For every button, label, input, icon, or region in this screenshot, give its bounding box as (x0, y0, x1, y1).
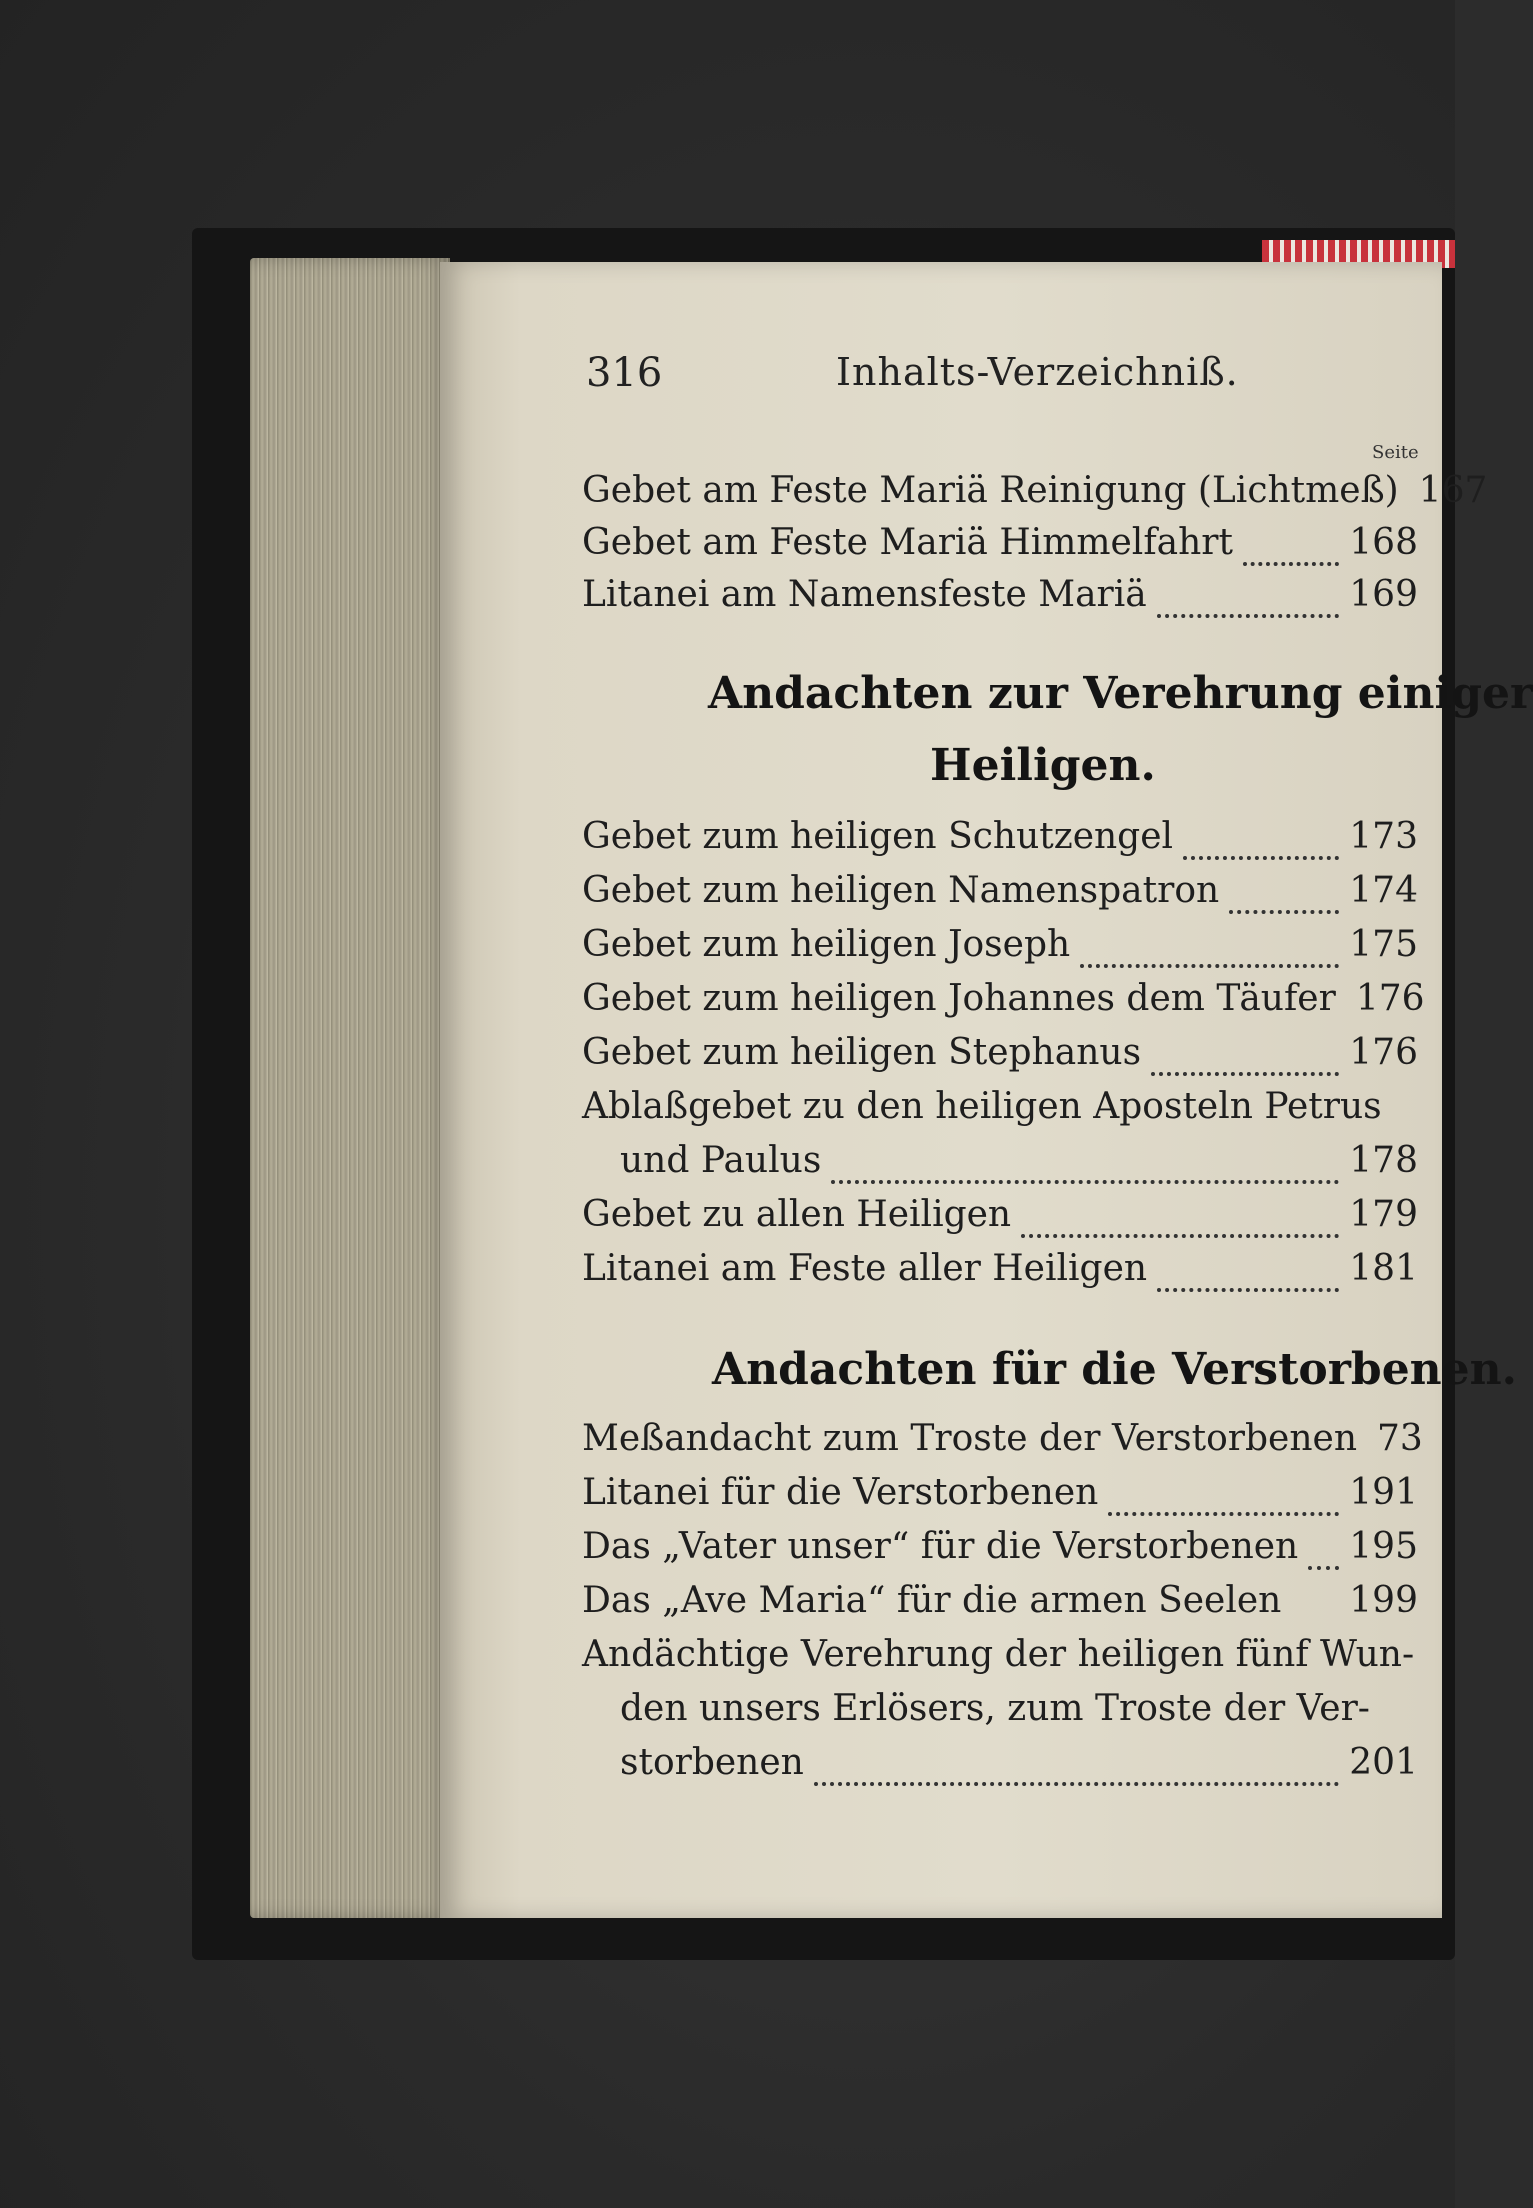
toc-entry-page: 195 (1349, 1526, 1418, 1567)
toc-entry-title: Gebet zum heiligen Schutzengel (582, 816, 1174, 857)
toc-entry-page: 174 (1349, 870, 1418, 911)
dot-leader (1157, 1268, 1339, 1292)
toc-entry-page: 199 (1349, 1580, 1418, 1621)
toc-entry-title: Gebet zum heiligen Stephanus (582, 1032, 1142, 1073)
toc-entry (582, 1248, 1418, 1300)
toc-entry-page: 168 (1349, 522, 1418, 563)
toc-entry-page: 73 (1377, 1418, 1423, 1459)
toc-entry (582, 1526, 1418, 1578)
toc-entry (582, 978, 1425, 1030)
toc-entry (582, 522, 1418, 574)
toc-entry (582, 1472, 1418, 1524)
toc-entry-title-line: Andächtige Verehrung der heiligen fünf Wun- (582, 1634, 1415, 1675)
toc-entry-title: Gebet zu allen Heiligen (582, 1194, 1012, 1235)
toc-entry-page: 191 (1349, 1472, 1418, 1513)
dot-leader (1308, 1546, 1339, 1570)
toc-entry-page: 176 (1355, 978, 1425, 1019)
toc-entry-title: Litanei am Namensfeste Mariä (582, 574, 1147, 615)
dot-leader (1080, 944, 1339, 968)
toc-entry-page: 175 (1349, 924, 1418, 965)
toc-entry (582, 1032, 1418, 1084)
toc-entry-title: Gebet am Feste Mariä Himmelfahrt (582, 522, 1233, 563)
dot-leader (831, 1160, 1339, 1184)
page-column-label: Seite (1372, 442, 1419, 463)
dot-leader (1021, 1214, 1339, 1238)
toc-entry-title: Meßandacht zum Troste der Verstorbenen (582, 1418, 1358, 1459)
toc-entry-page: 167 (1418, 470, 1488, 511)
section-heading: Andachten für die Verstorbenen. (712, 1344, 1517, 1395)
toc-entry (582, 924, 1418, 976)
toc-entry-title: Das „Ave Maria“ für die armen Seelen (582, 1580, 1282, 1621)
section-heading-continued: Heiligen. (930, 740, 1156, 791)
toc-entry-page: 179 (1349, 1194, 1418, 1235)
toc-entry-title: storbenen (620, 1742, 804, 1783)
toc-entry-title-line: den unsers Erlösers, zum Troste der Ver- (620, 1688, 1370, 1729)
toc-entry-title: Gebet zum heiligen Johannes dem Täufer (582, 978, 1336, 1019)
page-number: 316 (586, 350, 663, 396)
toc-entry-title-line: Ablaßgebet zu den heiligen Aposteln Petrus (582, 1086, 1382, 1127)
toc-entry-title: und Paulus (620, 1140, 822, 1181)
dot-leader (1151, 1052, 1339, 1076)
dot-leader (814, 1762, 1339, 1786)
toc-entry-title: Gebet am Feste Mariä Reinigung (Lichtmeß) (582, 470, 1399, 511)
toc-entry (620, 1742, 1418, 1794)
dot-leader (1157, 594, 1340, 618)
dot-leader (1108, 1492, 1339, 1516)
toc-entry (582, 816, 1418, 868)
toc-entry-page: 201 (1349, 1742, 1418, 1783)
dot-leader (1291, 1600, 1339, 1624)
toc-entry (582, 1418, 1423, 1470)
toc-entry-page: 173 (1349, 816, 1418, 857)
toc-entry-page: 181 (1349, 1248, 1418, 1289)
section-heading: Andachten zur Verehrung einiger (708, 668, 1533, 719)
running-title: Inhalts-Verzeichniß. (836, 350, 1239, 394)
dot-leader (1229, 890, 1339, 914)
toc-entry-title: Das „Vater unser“ für die Verstorbenen (582, 1526, 1299, 1567)
toc-entry (582, 470, 1488, 522)
toc-entry (582, 870, 1418, 922)
dot-leader (1243, 542, 1339, 566)
toc-entry (582, 1194, 1418, 1246)
toc-entry-page: 169 (1349, 574, 1418, 615)
toc-entry-page: 178 (1349, 1140, 1418, 1181)
toc-entry (620, 1140, 1418, 1192)
toc-entry-title: Litanei für die Verstorbenen (582, 1472, 1099, 1513)
toc-entry-title: Litanei am Feste aller Heiligen (582, 1248, 1148, 1289)
toc-entry-title: Gebet zum heiligen Joseph (582, 924, 1071, 965)
toc-entry-title: Gebet zum heiligen Namenspatron (582, 870, 1220, 911)
toc-entry (582, 574, 1418, 626)
page-edges (250, 258, 450, 1918)
dot-leader (1183, 836, 1339, 860)
toc-entry-page: 176 (1349, 1032, 1418, 1073)
toc-entry (582, 1580, 1418, 1632)
